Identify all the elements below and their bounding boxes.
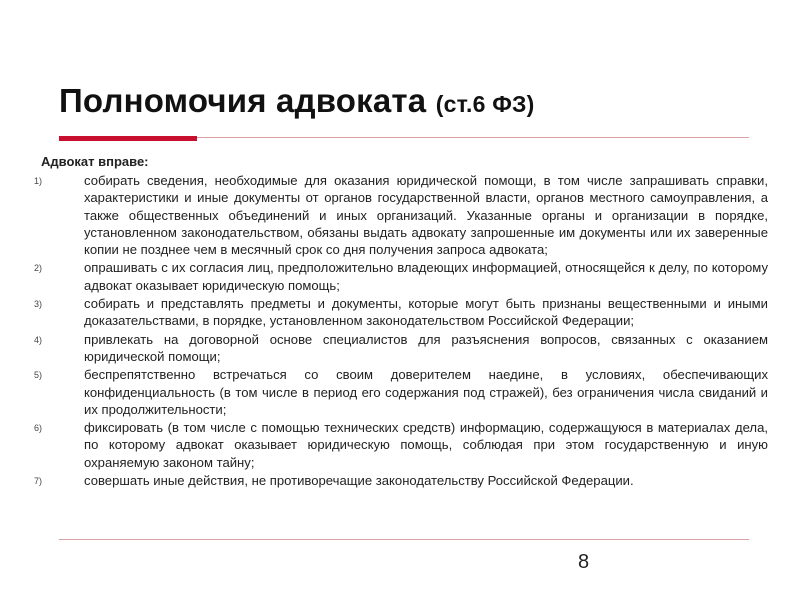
list-item-text: собирать сведения, необходимые для оказания юридической помощи, в том числе запрашивать справки, характеристики и иные документы от органов государственной власти, органов местного самоуправления, а также общественных объединений и иных организаций. Указанные органы и организации в порядке, установленном законодательством, обязаны выдать адвокату запрошенные им документы или их заверенные копии не позднее чем в месячный срок со дня получения запроса адвоката; (84, 173, 768, 258)
page-number: 8 (578, 551, 590, 573)
list-item (34, 331, 768, 366)
list-item-text: совершать иные действия, не противоречащие законодательству Российской Федерации. (84, 473, 634, 489)
title-underline-accent (59, 136, 197, 141)
list-item-number: 2) (34, 263, 43, 274)
list-item-text: собирать и представлять предметы и документы, которые могут быть признаны вещественными и иными доказательствами, в порядке, установленном законодательством Российской Федерации; (84, 296, 768, 329)
list-item (34, 472, 768, 489)
list-item (34, 259, 768, 294)
list-item-number: 3) (34, 299, 43, 310)
list-item-number: 1) (34, 176, 43, 186)
list-item-number: 6) (34, 423, 43, 434)
list-lead: Адвокат вправе: (41, 154, 149, 169)
footer-line (59, 539, 749, 540)
list-item (34, 366, 768, 418)
powers-list (34, 172, 768, 490)
title-underline-line (197, 137, 749, 138)
list-item-text: опрашивать с их согласия лиц, предположительно владеющих информацией, относящейся к делу, по которому адвокат оказывает юридическую помощь; (84, 260, 768, 293)
slide-title-main: Полномочия адвоката (59, 82, 427, 119)
list-item-text: фиксировать (в том числе с помощью технических средств) информацию, содержащуюся в материалах дела, по которому адвокат оказывает юридическую помощь, соблюдая при этом государственную и иную охраняемую законом тайну; (84, 420, 768, 470)
list-item (34, 419, 768, 471)
list-item-number: 4) (34, 334, 43, 345)
list-item-text: беспрепятственно встречаться со своим доверителем наедине, в условиях, обеспечивающих конфиденциальность (в том числе в период его содержания под стражей), без ограничения числа свиданий и их продолжительности; (84, 367, 768, 417)
list-item (34, 295, 768, 330)
list-item-number: 5) (34, 370, 43, 381)
list-item-number: 7) (34, 476, 43, 487)
slide-title (59, 82, 535, 120)
list-item (34, 172, 768, 258)
list-item-text: привлекать на договорной основе специалистов для разъяснения вопросов, связанных с оказанием юридической помощи; (84, 331, 768, 364)
slide-title-reference: (ст.6 ФЗ) (435, 91, 535, 117)
